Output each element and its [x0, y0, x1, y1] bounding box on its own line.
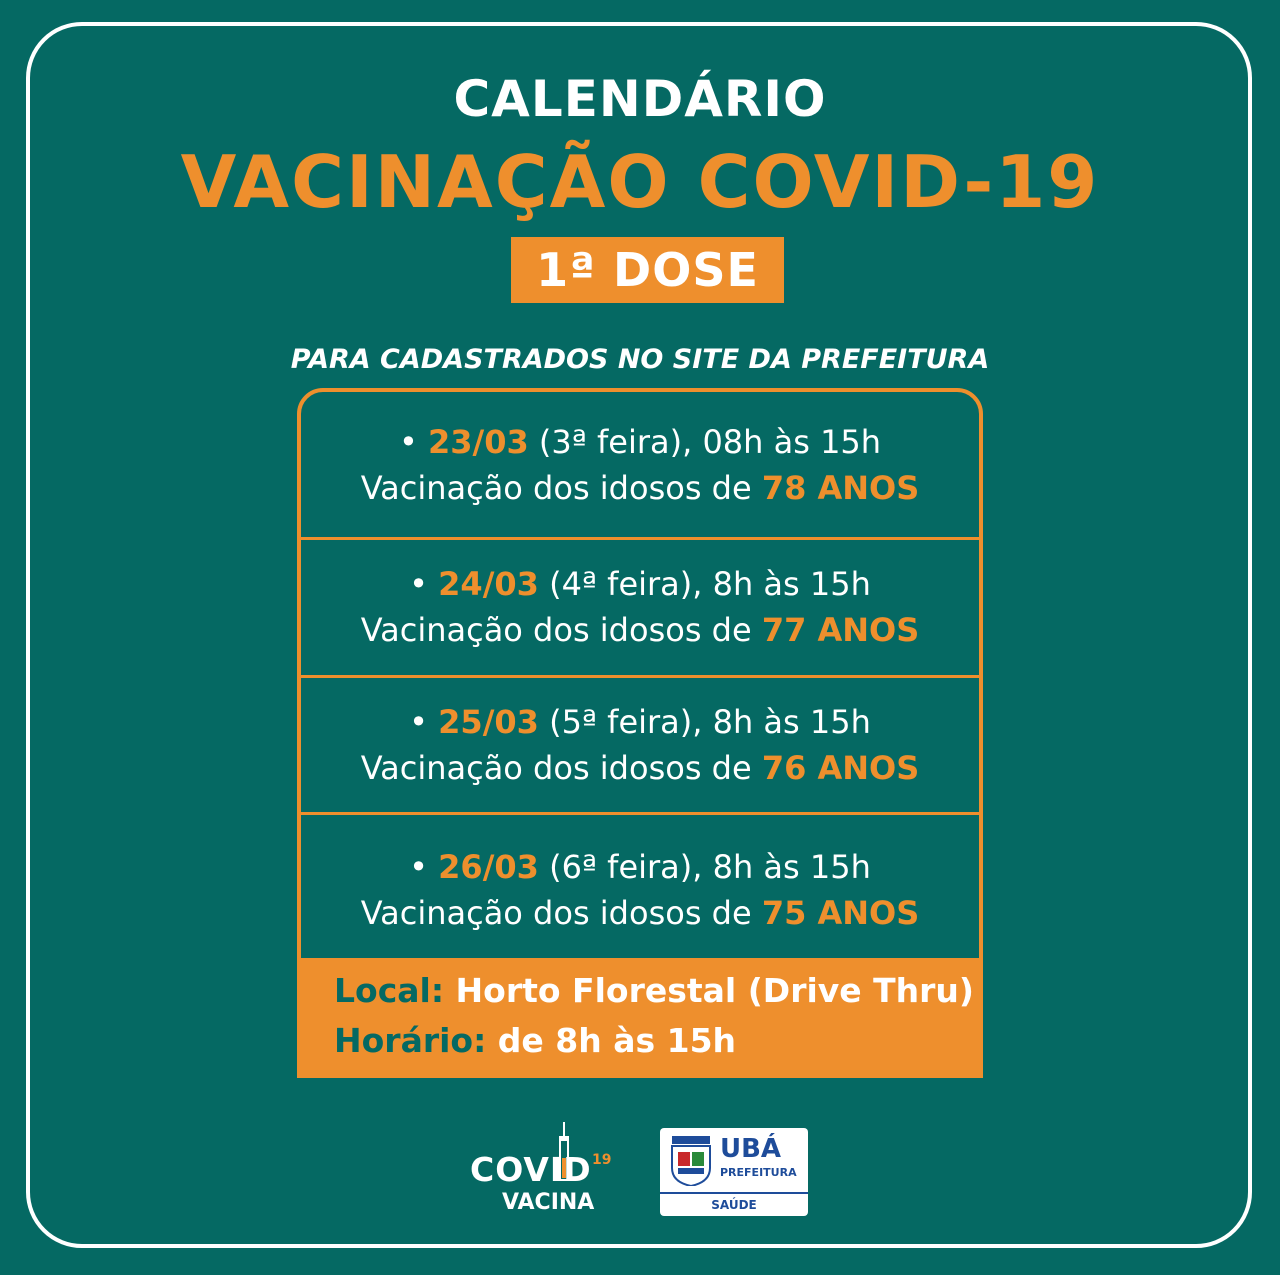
schedule-line-age — [361, 745, 920, 791]
schedule-detail: (5ª feira), 8h às 15h — [549, 702, 871, 741]
title-vacinacao: VACINAÇÃO COVID-19 — [180, 140, 1100, 224]
schedule-row — [301, 678, 979, 816]
schedule-prefix: Vacinação dos idosos de — [360, 894, 752, 932]
schedule-age: 78 ANOS — [761, 468, 920, 507]
schedule-age: 75 ANOS — [761, 894, 920, 932]
bullet: • — [409, 702, 428, 741]
schedule-date: 24/03 — [438, 565, 539, 604]
bullet: • — [398, 422, 418, 461]
bullet: • — [409, 565, 428, 604]
uba-name: UBÁ — [720, 1134, 782, 1164]
schedule-line-date — [399, 419, 881, 465]
hours-value: de 8h às 15h — [497, 1021, 737, 1060]
schedule-detail: (6ª feira), 8h às 15h — [549, 848, 871, 886]
location-value: Horto Florestal (Drive Thru) — [455, 971, 975, 1010]
schedule-age: 77 ANOS — [761, 611, 920, 650]
hours-label: Horário: — [334, 1021, 487, 1060]
crest-icon — [668, 1136, 714, 1186]
schedule-line-age — [361, 465, 920, 511]
uba-prefeitura-logo — [660, 1128, 808, 1216]
logos — [470, 1120, 810, 1220]
schedule-row — [301, 392, 979, 540]
covid-vacina-logo — [470, 1130, 620, 1220]
covid-19-text: 19 — [592, 1152, 612, 1168]
prefeitura-text: PREFEITURA — [720, 1166, 797, 1179]
location-line — [334, 966, 979, 1016]
schedule-line-date — [409, 561, 871, 607]
schedule-line-date — [409, 699, 871, 745]
location-label: Local: — [334, 971, 445, 1010]
location-footer — [301, 958, 979, 1074]
subtitle: PARA CADASTRADOS NO SITE DA PREFEITURA — [290, 344, 990, 375]
schedule-row — [301, 540, 979, 678]
schedule-date: 26/03 — [438, 848, 539, 886]
schedule-age: 76 ANOS — [761, 748, 920, 787]
schedule-row — [301, 815, 979, 965]
vacina-text: VACINA — [502, 1190, 595, 1215]
schedule-detail: (3ª feira), 08h às 15h — [538, 422, 882, 461]
dose-badge: 1ª DOSE — [511, 237, 784, 303]
schedule-table — [297, 388, 983, 1078]
bullet: • — [409, 848, 428, 886]
schedule-prefix: Vacinação dos idosos de — [360, 748, 752, 787]
schedule-date: 25/03 — [438, 702, 539, 741]
schedule-date: 23/03 — [427, 422, 529, 461]
schedule-line-age — [361, 607, 920, 653]
covid-text: COVID — [470, 1150, 592, 1189]
schedule-prefix: Vacinação dos idosos de — [360, 468, 752, 507]
title-calendario: CALENDÁRIO — [453, 70, 827, 128]
schedule-line-date — [409, 844, 871, 890]
saude-text: SAÚDE — [660, 1192, 808, 1216]
schedule-detail: (4ª feira), 8h às 15h — [549, 565, 871, 604]
schedule-line-age — [361, 890, 920, 936]
hours-line — [334, 1016, 979, 1066]
schedule-prefix: Vacinação dos idosos de — [360, 611, 752, 650]
